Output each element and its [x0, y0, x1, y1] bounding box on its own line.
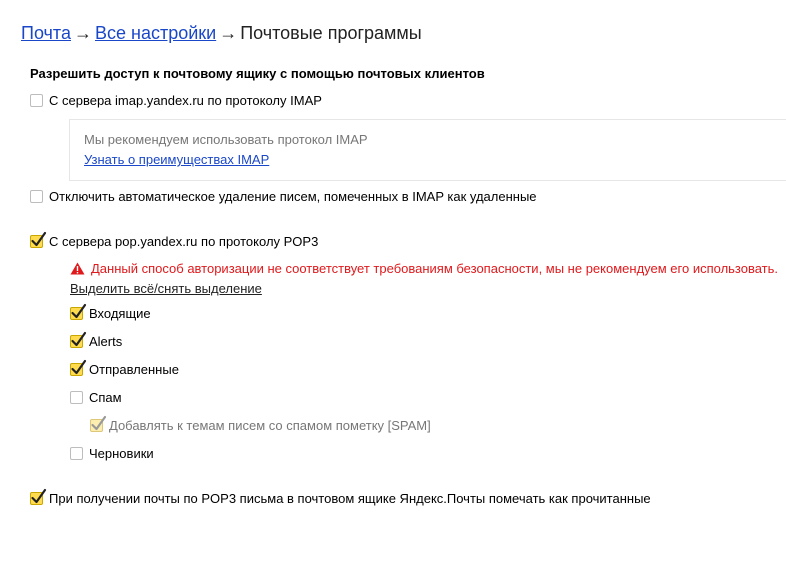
mark-read-label: При получении почты по POP3 письма в почтовом ящике Яндекс.Почты помечать как прочитанные: [49, 491, 651, 506]
disable-autodelete-row[interactable]: [30, 189, 537, 204]
folder-alerts-row[interactable]: [70, 334, 122, 349]
folder-label: Черновики: [89, 446, 154, 461]
folder-spam-checkbox[interactable]: [70, 391, 83, 404]
folder-drafts-row[interactable]: [70, 446, 154, 461]
security-warning: [70, 261, 778, 276]
breadcrumb: [21, 22, 422, 44]
check-icon: [70, 359, 87, 376]
folder-sent-checkbox[interactable]: [70, 363, 83, 376]
breadcrumb-all-settings-link[interactable]: Все настройки: [94, 23, 217, 43]
folder-inbox-checkbox[interactable]: [70, 307, 83, 320]
check-icon: [30, 231, 47, 248]
check-icon: [90, 415, 107, 432]
warning-triangle-icon: [70, 262, 85, 275]
folder-spam-row[interactable]: [70, 390, 122, 405]
pop3-label: С сервера pop.yandex.ru по протоколу POP3: [49, 234, 319, 249]
spam-tag-label: Добавлять к темам писем со спамом пометку [SPAM]: [109, 418, 431, 433]
mark-read-row[interactable]: [30, 491, 651, 506]
folder-drafts-checkbox[interactable]: [70, 447, 83, 460]
breadcrumb-separator: →: [219, 23, 238, 43]
imap-recommend-text: Мы рекомендуем использовать протокол IMAP: [84, 132, 368, 147]
breadcrumb-separator: →: [73, 23, 92, 43]
check-icon: [70, 303, 87, 320]
mark-read-checkbox[interactable]: [30, 492, 43, 505]
disable-autodelete-label: Отключить автоматическое удаление писем, помеченных в IMAP как удаленные: [49, 189, 537, 204]
check-icon: [30, 488, 47, 505]
check-icon: [70, 331, 87, 348]
pop3-checkbox-row[interactable]: [30, 234, 318, 249]
imap-checkbox[interactable]: [30, 94, 43, 107]
spam-tag-row: [90, 418, 431, 433]
spam-tag-checkbox: [90, 419, 103, 432]
imap-learn-more-link[interactable]: Узнать о преимуществах IMAP: [84, 152, 270, 167]
folder-label: Входящие: [89, 306, 151, 321]
section-title: Разрешить доступ к почтовому ящику с помощью почтовых клиентов: [30, 66, 485, 81]
folder-alerts-checkbox[interactable]: [70, 335, 83, 348]
disable-autodelete-checkbox[interactable]: [30, 190, 43, 203]
folder-inbox-row[interactable]: [70, 306, 151, 321]
select-all-link[interactable]: Выделить всё/снять выделение: [70, 281, 262, 296]
folder-label: Alerts: [89, 334, 123, 349]
pop3-checkbox[interactable]: [30, 235, 43, 248]
page-title: Почтовые программы: [240, 23, 422, 43]
breadcrumb-mail-link[interactable]: Почта: [21, 23, 71, 43]
imap-checkbox-row[interactable]: [30, 93, 322, 108]
imap-recommendation-box: [69, 119, 786, 181]
folder-label: Спам: [89, 390, 122, 405]
imap-label: С сервера imap.yandex.ru по протоколу IMAP: [49, 93, 322, 108]
folder-label: Отправленные: [89, 362, 179, 377]
security-warning-text: Данный способ авторизации не соответствует требованиям безопасности, мы не рекомендуем его использовать.: [91, 261, 779, 276]
folder-sent-row[interactable]: [70, 362, 179, 377]
